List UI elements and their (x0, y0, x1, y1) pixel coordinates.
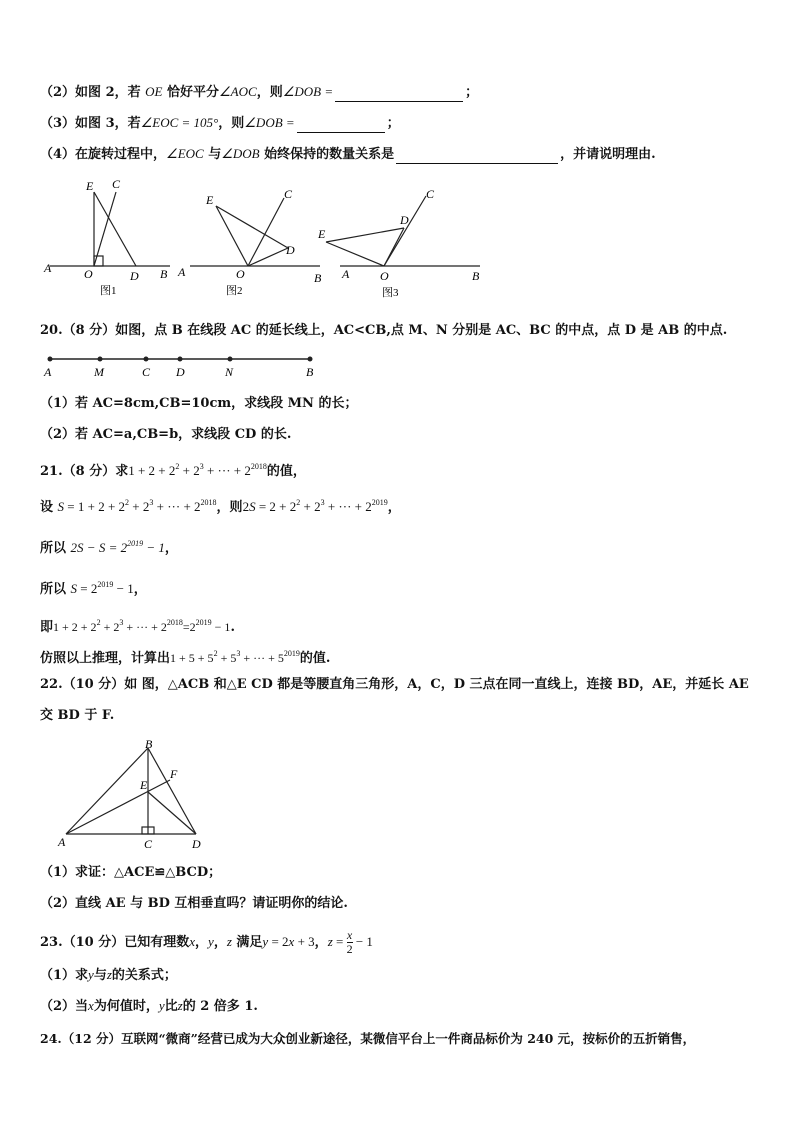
q21-line1: 设 $S = 1 + 2 + 2^2 + 2^3$ + ··· + $2^{2018}$，则$2S = 2 + 2^2 + 2^3$ + ··· + $2^{2019}$， (40, 498, 401, 515)
q22-label: B (145, 737, 153, 751)
math: ∠AOC (219, 84, 257, 99)
q19-fig2-label: O (236, 267, 245, 281)
answer-blank[interactable] (396, 149, 558, 164)
q19-fig2-label: C (284, 187, 293, 201)
answer-blank[interactable] (335, 87, 463, 102)
q20-point-label: A (44, 365, 52, 379)
q20-point-label: D (176, 365, 185, 379)
q22-label: C (144, 837, 153, 851)
q22-title-cont: 交 BD 于 F. (40, 708, 115, 723)
q19-part3 (40, 114, 400, 133)
q19-fig3-label: D (400, 213, 409, 227)
q19-fig2-label: B (314, 271, 322, 285)
q22-label: A (58, 835, 66, 849)
q20-point-label: C (142, 365, 151, 379)
q19-fig2-caption: 图2 (226, 285, 243, 297)
q21-line2: 所以 $2S - S = 2^{2019} - 1$， (40, 539, 178, 556)
text: ； (465, 85, 479, 100)
text: 始终保持的数量关系是 (259, 147, 395, 162)
text: 设 (40, 500, 54, 515)
text: 与 (93, 968, 107, 983)
q23-part1: （1）求y与z的关系式； (40, 967, 177, 983)
math: ∠DOB (221, 146, 260, 161)
q20-segment (38, 350, 328, 380)
text: （2）如图 2，若 (40, 85, 146, 100)
q19-figures (30, 172, 500, 304)
q19-fig3-label: E (318, 227, 326, 241)
text: （2）当 (40, 999, 89, 1014)
q21-line5: 仿照以上推理，计算出$1 + 5 + 5^2 + 5^3$ + ··· + $5^{2019}$的值. (40, 649, 331, 666)
q19-fig2-label: A (178, 265, 186, 279)
text: 所以 (40, 541, 67, 556)
text: 的值. (299, 651, 331, 666)
text: （3）如图 3，若 (40, 116, 141, 131)
q19-fig3-label: A (342, 267, 350, 281)
q19-fig3-caption: 图3 (382, 287, 399, 299)
q19-part2 (40, 83, 478, 102)
text: 仿照以上推理，计算出 (40, 651, 171, 666)
text: 23.（10 分）已知有理数 (40, 935, 190, 950)
q20-title: 20.（8 分）如图，点 B 在线段 AC 的延长线上，AC<CB,点 M、N 分别是 AC、BC 的中点，点 D 是 AB 的中点. (40, 323, 728, 338)
text: 比 (164, 999, 178, 1014)
q24-title: 24.（12 分）互联网“微商”经营已成为大众创业新途径，某微信平台上一件商品标价为 240 元，按标价的五折销售， (40, 1031, 696, 1046)
q22-label: E (140, 778, 148, 792)
q19-fig1-label: A (44, 261, 52, 275)
math: ∠EOC = 105° (140, 115, 219, 130)
math: OE (145, 84, 163, 99)
text: 为何值时， (93, 999, 159, 1014)
q19-part4 (40, 145, 656, 164)
q19-fig1-label: D (130, 269, 139, 283)
text: ； (386, 116, 400, 131)
q19-fig2-label: E (206, 193, 214, 207)
q19-fig1-label: E (86, 179, 94, 193)
math: ∠EOC (166, 146, 204, 161)
q22-title: 22.（10 分）如 图，△ACB 和△E CD 都是等腰直角三角形，A，C，D 三点在同一直线上，连接 BD，AE，并延长 AE (40, 677, 749, 692)
q22-figure (52, 736, 222, 852)
q19-fig3-label: C (426, 187, 435, 201)
text: 的 2 倍多 1. (182, 999, 258, 1014)
q19-fig3-label: O (380, 269, 389, 283)
text: ，则 (256, 85, 283, 100)
q23-title: 23.（10 分）已知有理数x，y，z 满足y = 2x + 3，z = $\frac{x}{2}$ − 1 (40, 928, 373, 956)
text: 的值， (266, 464, 306, 479)
q22-part2: （2）直线 AE 与 BD 互相垂直吗？请证明你的结论. (40, 896, 348, 911)
math: ∠DOB = (244, 115, 295, 130)
q22-part1: （1）求证：△ACE≌△BCD； (40, 865, 222, 880)
text: 的关系式； (111, 968, 177, 983)
q20-point-label: B (306, 365, 314, 379)
q19-fig2-label: D (286, 243, 295, 257)
q22-label: D (192, 837, 201, 851)
text: 即 (40, 620, 54, 635)
q20-point-label: M (94, 365, 104, 379)
q19-fig1-label: O (84, 267, 93, 281)
q19-fig1-label: B (160, 267, 168, 281)
text: 所以 (40, 582, 67, 597)
q22-label: F (170, 767, 178, 781)
q21-title: 21.（8 分）求$1 + 2 + 2^2 + 2^3$ + ··· + $2^{2018}$的值， (40, 462, 306, 479)
q20-point-label: N (225, 365, 234, 379)
q21-line4: 即$1 + 2 + 2^2 + 2^3$ + ··· + $2^{2018}=2^{2019} - 1$. (40, 618, 235, 635)
math: ∠DOB = (282, 84, 334, 99)
q21-line3: 所以 $S = 2^{2019} - 1$， (40, 580, 147, 597)
q19-fig1-label: C (112, 177, 121, 191)
text: ，则 (218, 116, 245, 131)
text: 21.（8 分）求 (40, 464, 129, 479)
q19-fig3-label: B (472, 269, 480, 283)
text: ，并请说明理由. (560, 147, 656, 162)
q20-part2: （2）若 AC=a,CB=b，求线段 CD 的长. (40, 427, 292, 442)
q19-fig1-caption: 图1 (100, 285, 117, 297)
text: 恰好平分 (162, 85, 220, 100)
answer-blank[interactable] (297, 118, 385, 133)
text: 与 (203, 147, 222, 162)
q20-part1: （1）若 AC=8cm,CB=10cm，求线段 MN 的长； (40, 396, 358, 411)
q23-part2: （2）当x为何值时，y比z的 2 倍多 1. (40, 998, 258, 1014)
text: （1）求 (40, 968, 89, 983)
text: （4）在旋转过程中， (40, 147, 167, 162)
